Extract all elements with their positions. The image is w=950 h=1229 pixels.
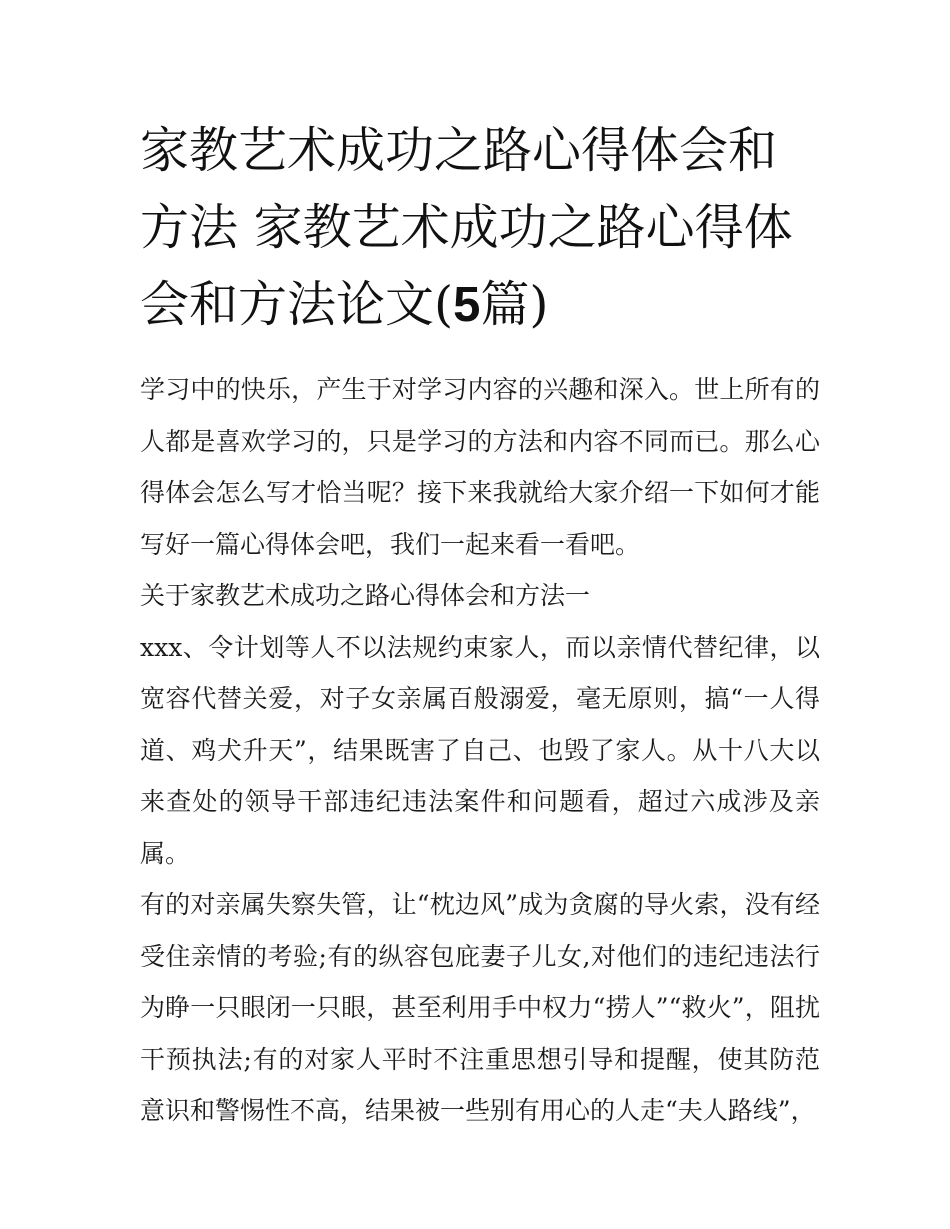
document-title xyxy=(140,112,820,344)
document-body xyxy=(140,364,820,1137)
section-heading: 关于家教艺术成功之路心得体会和方法一 xyxy=(140,581,591,610)
body-paragraph-1: xxx、令计划等人不以法规约束家人，而以亲情代替纪律，以宽容代替关爱，对子女亲属百般溺爱，毫无原则，搞“一人得道、鸡犬升天”，结果既害了自己、也毁了家人。从十八大以来查处的领导干部违纪违法案件和问题看，超过六成涉及亲属。 xyxy=(140,632,820,868)
title-text: 家教艺术成功之路心得体会和方法 家教艺术成功之路心得体会和方法论文( xyxy=(140,122,793,333)
title-count: 5 xyxy=(453,278,481,332)
body-paragraph-2: 有的对亲属失察失管，让“枕边风”成为贪腐的导火索，没有经受住亲情的考验;有的纵容包庇妻子儿女,对他们的违纪违法行为睁一只眼闭一只眼，甚至利用手中权力“捞人”“救火”，阻扰干预执法;有的对家人平时不注重思想引导和提醒，使其防范意识和警惕性不高，结果被一些别有用心的人走“夫人路线”， xyxy=(140,890,820,1125)
intro-paragraph: 学习中的快乐，产生于对学习内容的兴趣和深入。世上所有的人都是喜欢学习的，只是学习的方法和内容不同而已。那么心得体会怎么写才恰当呢？接下来我就给大家介绍一下如何才能写好一篇心得体会吧，我们一起来看一看吧。 xyxy=(140,375,820,559)
title-suffix: 篇) xyxy=(480,276,549,333)
document-page xyxy=(140,112,820,1137)
